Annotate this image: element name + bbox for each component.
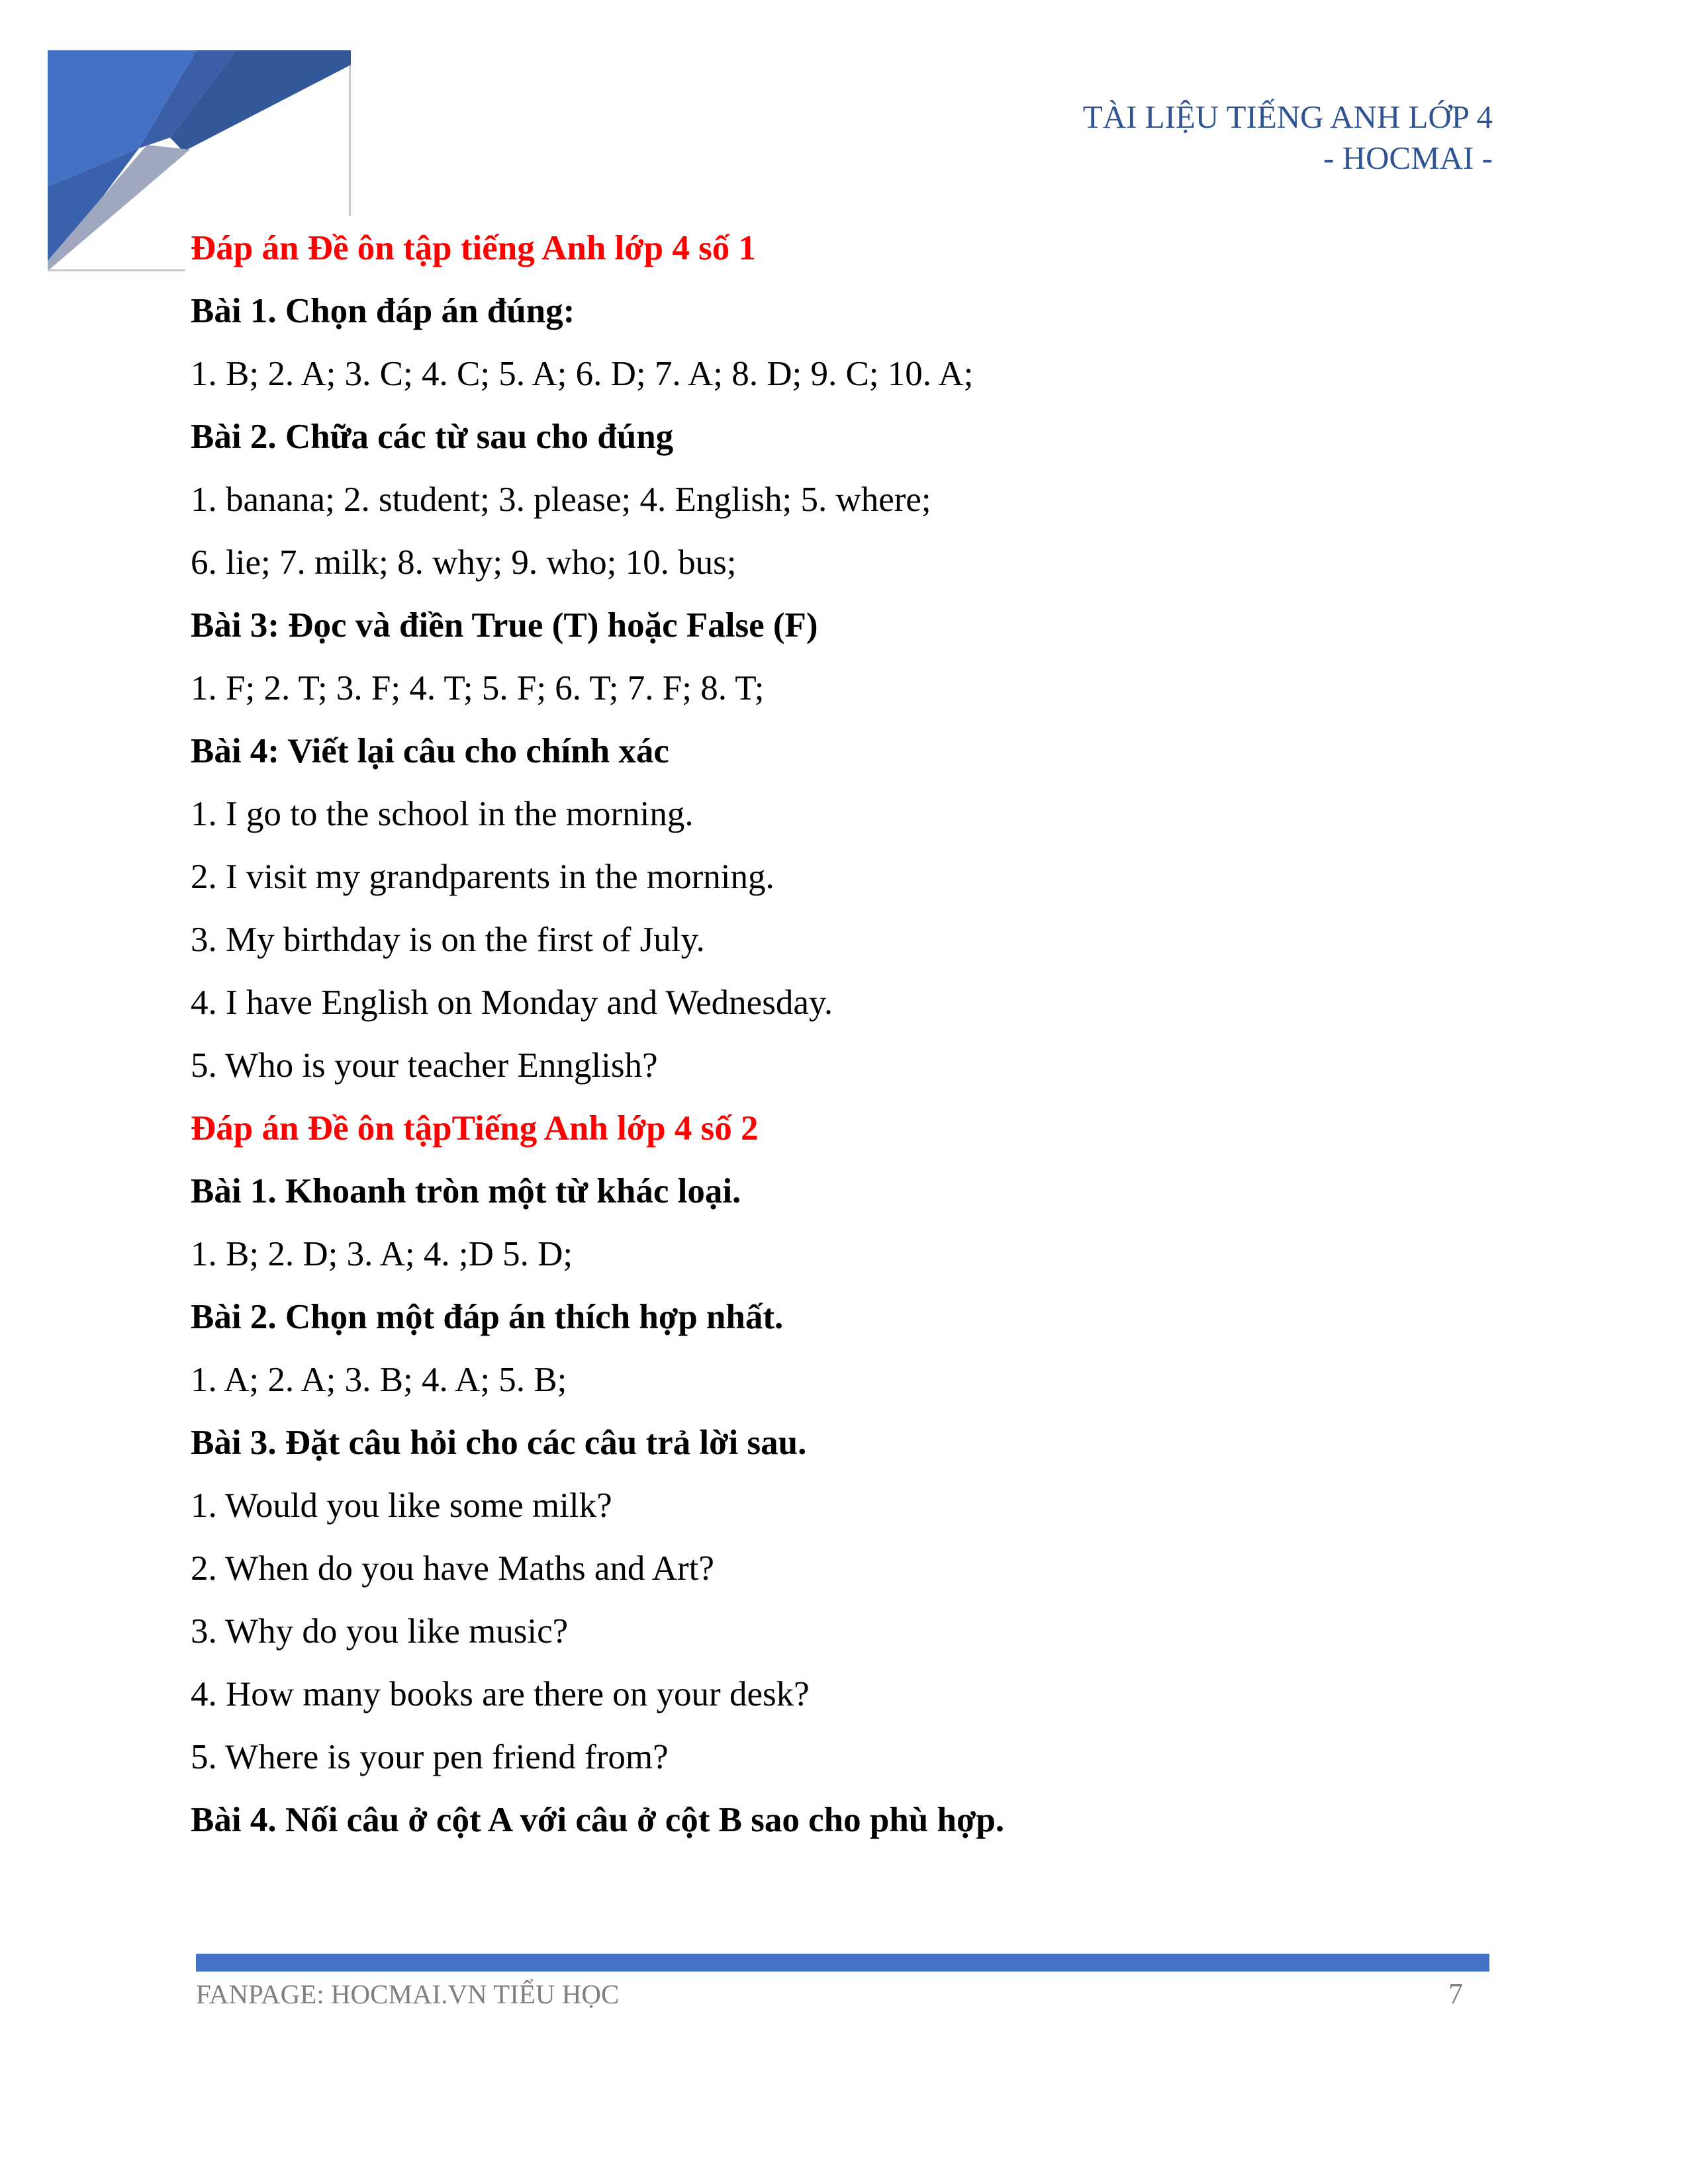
page-number: 7 (1448, 1978, 1463, 2010)
paragraph-line: 2. When do you have Maths and Art? (191, 1549, 714, 1588)
paragraph-line: Bài 2. Chọn một đáp án thích hợp nhất. (191, 1298, 784, 1336)
paragraph-line: Bài 4: Viết lại câu cho chính xác (191, 732, 669, 770)
paragraph-line: 1. Would you like some milk? (191, 1486, 612, 1525)
paragraph-line: Đáp án Đề ôn tậpTiếng Anh lớp 4 số 2 (191, 1109, 759, 1148)
paragraph-line: 1. A; 2. A; 3. B; 4. A; 5. B; (191, 1361, 567, 1399)
paragraph-line: 6. lie; 7. milk; 8. why; 9. who; 10. bus; (191, 543, 737, 582)
document-content (191, 217, 1493, 1852)
paragraph-line: Bài 1. Chọn đáp án đúng: (191, 292, 575, 330)
paragraph-line: Bài 3: Đọc và điền True (T) hoặc False (F) (191, 606, 818, 645)
paragraph-line: 1. F; 2. T; 3. F; 4. T; 5. F; 6. T; 7. F; 8. T; (191, 669, 765, 707)
paragraph-line: 1. banana; 2. student; 3. please; 4. English; 5. where; (191, 480, 931, 519)
paragraph-line: 1. B; 2. D; 3. A; 4. ;D 5. D; (191, 1235, 573, 1273)
paragraph-line: Bài 4. Nối câu ở cột A với câu ở cột B sao cho phù hợp. (191, 1801, 1005, 1839)
footer-divider-bar (196, 1954, 1489, 1972)
paragraph-line: Bài 2. Chữa các từ sau cho đúng (191, 418, 674, 456)
page-footer (196, 1978, 1489, 2011)
paragraph-line: 3. My birthday is on the first of July. (191, 921, 705, 959)
header-title: TÀI LIỆU TIẾNG ANH LỚP 4 (1082, 99, 1493, 135)
paragraph-line: 1. B; 2. A; 3. C; 4. C; 5. A; 6. D; 7. A; 8. D; 9. C; 10. A; (191, 355, 974, 393)
paragraph-line: 5. Who is your teacher Ennglish? (191, 1046, 658, 1085)
paragraph-line: 4. I have English on Monday and Wednesday. (191, 983, 833, 1022)
paragraph-line: Bài 3. Đặt câu hỏi cho các câu trả lời sau. (191, 1424, 807, 1462)
header-brand: - HOCMAI - (1323, 140, 1493, 176)
page-header (596, 97, 1493, 179)
paragraph-line: 2. I visit my grandparents in the morning. (191, 858, 774, 896)
paragraph-line: 4. How many books are there on your desk? (191, 1675, 810, 1713)
paragraph-line: 1. I go to the school in the morning. (191, 795, 694, 833)
footer-fanpage-text: FANPAGE: HOCMAI.VN TIỂU HỌC (196, 1979, 620, 2009)
paragraph-line: 3. Why do you like music? (191, 1612, 569, 1651)
paragraph-line: Bài 1. Khoanh tròn một từ khác loại. (191, 1172, 741, 1210)
paragraph-line: Đáp án Đề ôn tập tiếng Anh lớp 4 số 1 (191, 229, 756, 267)
paragraph-line: 5. Where is your pen friend from? (191, 1738, 669, 1776)
